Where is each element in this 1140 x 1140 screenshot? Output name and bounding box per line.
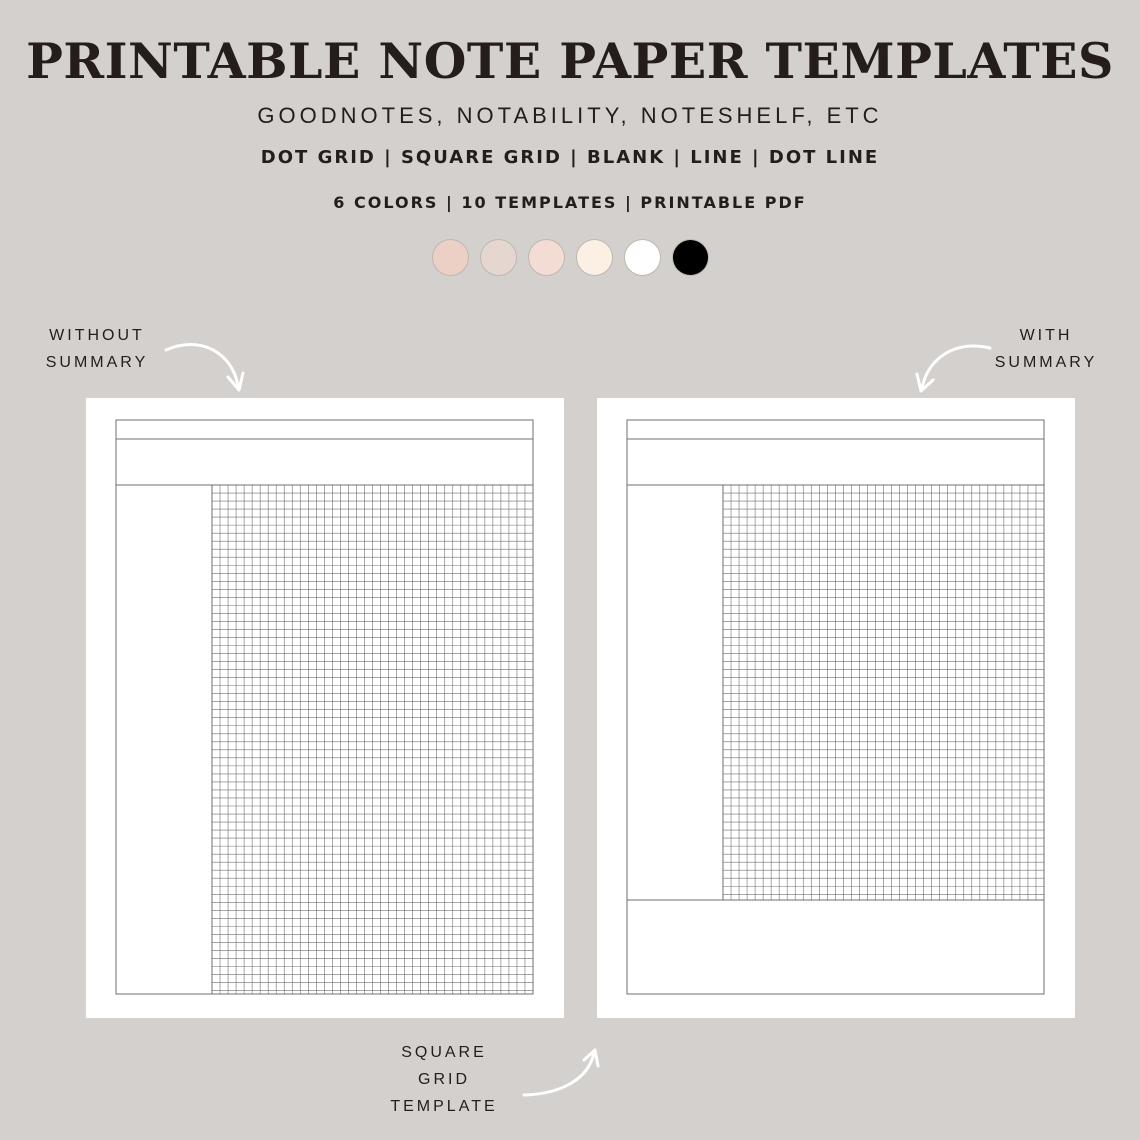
template-page-without-summary [86,398,564,1018]
without-summary-caption-line2: SUMMARY [45,354,149,371]
square-grid-caption-line3: TEMPLATE [390,1098,498,1115]
square-grid [212,485,533,994]
square-grid-template-with-summary [597,398,1075,1018]
compatible-apps-subtitle: GOODNOTES, NOTABILITY, NOTESHELF, ETC [257,103,883,128]
square-grid-caption [360,1039,528,1120]
product-details-line: 6 COLORS | 10 TEMPLATES | PRINTABLE PDF [333,193,807,212]
square-grid-template-without-summary [86,398,564,1018]
template-types-line: DOT GRID | SQUARE GRID | BLANK | LINE | DOT LINE [260,147,880,168]
square-grid-caption-line2: GRID [418,1071,470,1088]
page-title: PRINTABLE NOTE PAPER TEMPLATES [26,32,1114,90]
without-summary-caption [22,322,172,376]
square-grid-caption-line1: SQUARE [401,1044,487,1061]
color-swatch-5 [625,240,660,275]
color-swatch-4 [577,240,612,275]
without-summary-caption-line1: WITHOUT [49,327,145,344]
square-grid [723,485,1044,900]
with-summary-caption [968,322,1124,376]
color-swatch-6 [673,240,708,275]
color-swatch-2 [481,240,516,275]
template-page-with-summary [597,398,1075,1018]
color-swatch-3 [529,240,564,275]
with-summary-caption-line2: SUMMARY [994,354,1098,371]
color-swatch-1 [433,240,468,275]
with-summary-caption-line1: WITH [1019,327,1073,344]
color-swatches [0,240,1140,275]
